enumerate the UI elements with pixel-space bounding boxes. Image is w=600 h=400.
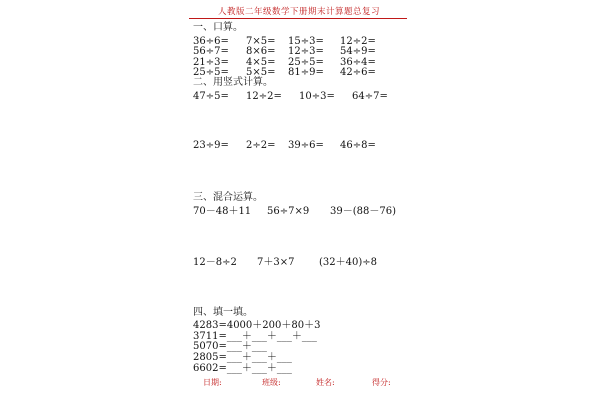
vertical-item: 12÷2= <box>246 91 282 102</box>
oral-item: 36÷6= <box>193 36 229 47</box>
oral-item: 42÷6= <box>340 67 376 78</box>
oral-item: 36÷4= <box>340 57 376 68</box>
section4-title: 四、填一填。 <box>193 307 253 318</box>
oral-item: 5×5= <box>246 67 276 78</box>
vertical-item: 64÷7= <box>352 91 388 102</box>
oral-item: 21÷3= <box>193 57 229 68</box>
oral-item: 25÷5= <box>193 67 229 78</box>
oral-item: 12÷3= <box>288 46 324 57</box>
footer-name-label: 姓名: <box>316 378 335 387</box>
fill-line: 4283=4000＋200＋80＋3 <box>193 320 321 331</box>
mixed-item: 7＋3×7 <box>257 257 295 268</box>
vertical-item: 39÷6= <box>288 140 324 151</box>
section2-title: 二、用竖式计算。 <box>193 77 273 88</box>
vertical-item: 47÷5= <box>193 91 229 102</box>
oral-item: 56÷7= <box>193 46 229 57</box>
footer-date-label: 日期: <box>203 378 222 387</box>
oral-item: 15÷3= <box>288 36 324 47</box>
oral-item: 25÷5= <box>288 57 324 68</box>
mixed-item: (32＋40)÷8 <box>319 257 377 268</box>
oral-item: 81÷9= <box>288 67 324 78</box>
header-divider <box>189 18 407 19</box>
section1-title: 一、口算。 <box>193 22 243 33</box>
footer-class-label: 班级: <box>262 378 281 387</box>
mixed-item: 39－(88－76) <box>330 206 396 217</box>
footer-score-label: 得分: <box>372 378 391 387</box>
mixed-item: 12－8÷2 <box>193 257 237 268</box>
oral-item: 8×6= <box>246 46 276 57</box>
fill-line: 3711=___＋___＋___＋___ <box>193 331 317 342</box>
mixed-item: 70－48＋11 <box>193 206 252 217</box>
vertical-item: 10÷3= <box>299 91 335 102</box>
mixed-item: 56÷7×9 <box>267 206 310 217</box>
oral-item: 12÷2= <box>340 36 376 47</box>
oral-item: 7×5= <box>246 36 276 47</box>
page-header-title: 人教版二年级数学下册期末计算题总复习 <box>217 7 380 17</box>
fill-line: 2805=___＋___＋___ <box>193 352 292 363</box>
oral-item: 54÷9= <box>340 46 376 57</box>
oral-item: 4×5= <box>246 57 276 68</box>
fill-line: 5070=___＋___ <box>193 341 267 352</box>
vertical-item: 46÷8= <box>340 140 376 151</box>
vertical-item: 2÷2= <box>246 140 276 151</box>
section3-title: 三、混合运算。 <box>193 192 263 203</box>
fill-line: 6602=___＋___＋___ <box>193 363 292 374</box>
vertical-item: 23÷9= <box>193 140 229 151</box>
